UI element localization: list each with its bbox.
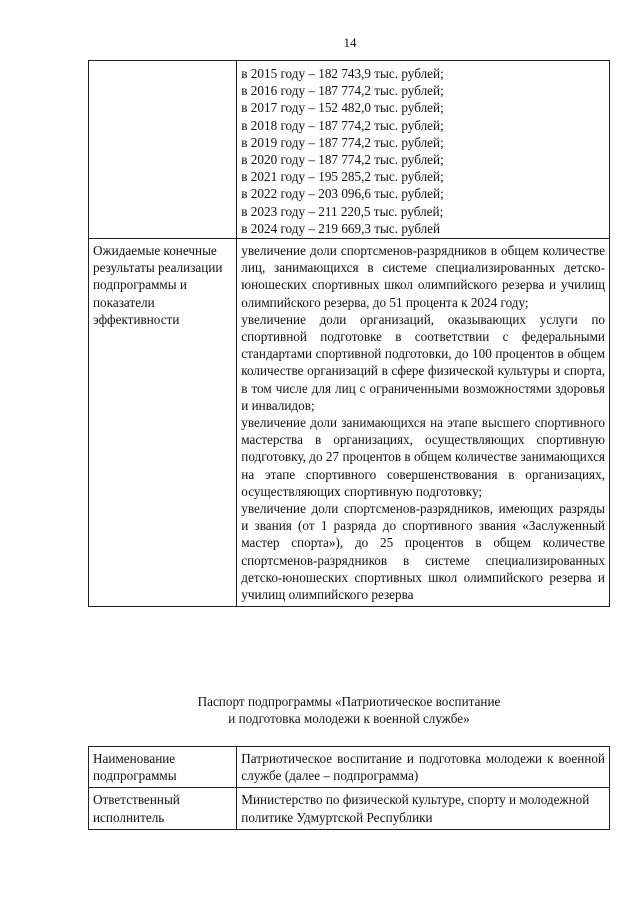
financing-line: в 2023 году – 211 220,5 тыс. рублей; xyxy=(241,203,444,219)
expected-results-row xyxy=(89,239,610,607)
heading-line-1: Паспорт подпрограммы «Патриотическое воспитание xyxy=(197,694,501,709)
financing-line: в 2016 году – 187 774,2 тыс. рублей; xyxy=(241,83,444,99)
financing-label-cell xyxy=(89,61,237,239)
financing-line: в 2019 году – 187 774,2 тыс. рублей; xyxy=(241,134,444,150)
subprogram-passport-heading xyxy=(88,693,610,727)
expected-results-cell xyxy=(237,239,610,607)
subprogram-name-row xyxy=(89,747,610,788)
subprogram-name-value: Патриотическое воспитание и подготовка молодежи к военной службе (далее – подпрограмма) xyxy=(237,747,610,788)
result-paragraph: увеличение доли занимающихся на этапе высшего спортивного мастерства в организациях, осуществляющих спортивную подготовку, до 27 процентов в общем количестве занимающихся на этапе спортивного совершенствования в организациях, осуществляющих спортивную подготовку; xyxy=(241,415,605,499)
financing-line: в 2024 году – 219 669,3 тыс. рублей xyxy=(241,220,441,236)
responsible-executor-row xyxy=(89,788,610,829)
financing-row xyxy=(89,61,610,239)
financing-line: в 2020 году – 187 774,2 тыс. рублей; xyxy=(241,152,444,168)
financing-values-cell xyxy=(237,61,610,239)
financing-line: в 2018 году – 187 774,2 тыс. рублей; xyxy=(241,117,444,133)
program-passport-table-continued xyxy=(88,60,610,607)
result-paragraph: увеличение доли спортсменов-разрядников, имеющих разряды и звания (от 1 разряда до спортивного звания «Заслуженный мастер спорта»), до 25 процентов в общем количестве спортсменов-разрядников в системе специализированных детско-юношеских спортивных школ олимпийского резерва и училищ олимпийского резерва xyxy=(241,501,605,603)
expected-results-label: Ожидаемые конечные результаты реализации подпрограммы и показатели эффективности xyxy=(89,239,237,607)
heading-line-2: и подготовка молодежи к военной службе» xyxy=(228,711,470,726)
responsible-executor-label: Ответственный исполнитель xyxy=(89,788,237,829)
financing-line: в 2021 году – 195 285,2 тыс. рублей; xyxy=(241,169,444,185)
financing-line: в 2017 году – 152 482,0 тыс. рублей; xyxy=(241,100,444,116)
page-number: 14 xyxy=(343,35,357,50)
subprogram-name-label: Наименование подпрограммы xyxy=(89,747,237,788)
subprogram-passport-table xyxy=(88,746,610,830)
result-paragraph: увеличение доли спортсменов-разрядников в общем количестве лиц, занимающихся в системе специализированных детско-юношеских спортивных школ олимпийского резерва и училищ олимпийского резерва, до 51 процента к 2024 году; xyxy=(241,243,605,310)
responsible-executor-value: Министерство по физической культуре, спорту и молодежной политике Удмуртской Республики xyxy=(237,788,610,829)
financing-line: в 2022 году – 203 096,6 тыс. рублей; xyxy=(241,186,444,202)
result-paragraph: увеличение доли организаций, оказывающих услуги по спортивной подготовке в соответствии с федеральными стандартами спортивной подготовки, до 100 процентов в общем количестве организаций в сфере физической культуры и спорта, в том числе для лиц с ограниченными возможностями здоровья и инвалидов; xyxy=(241,311,605,413)
financing-line: в 2015 году – 182 743,9 тыс. рублей; xyxy=(241,66,444,81)
